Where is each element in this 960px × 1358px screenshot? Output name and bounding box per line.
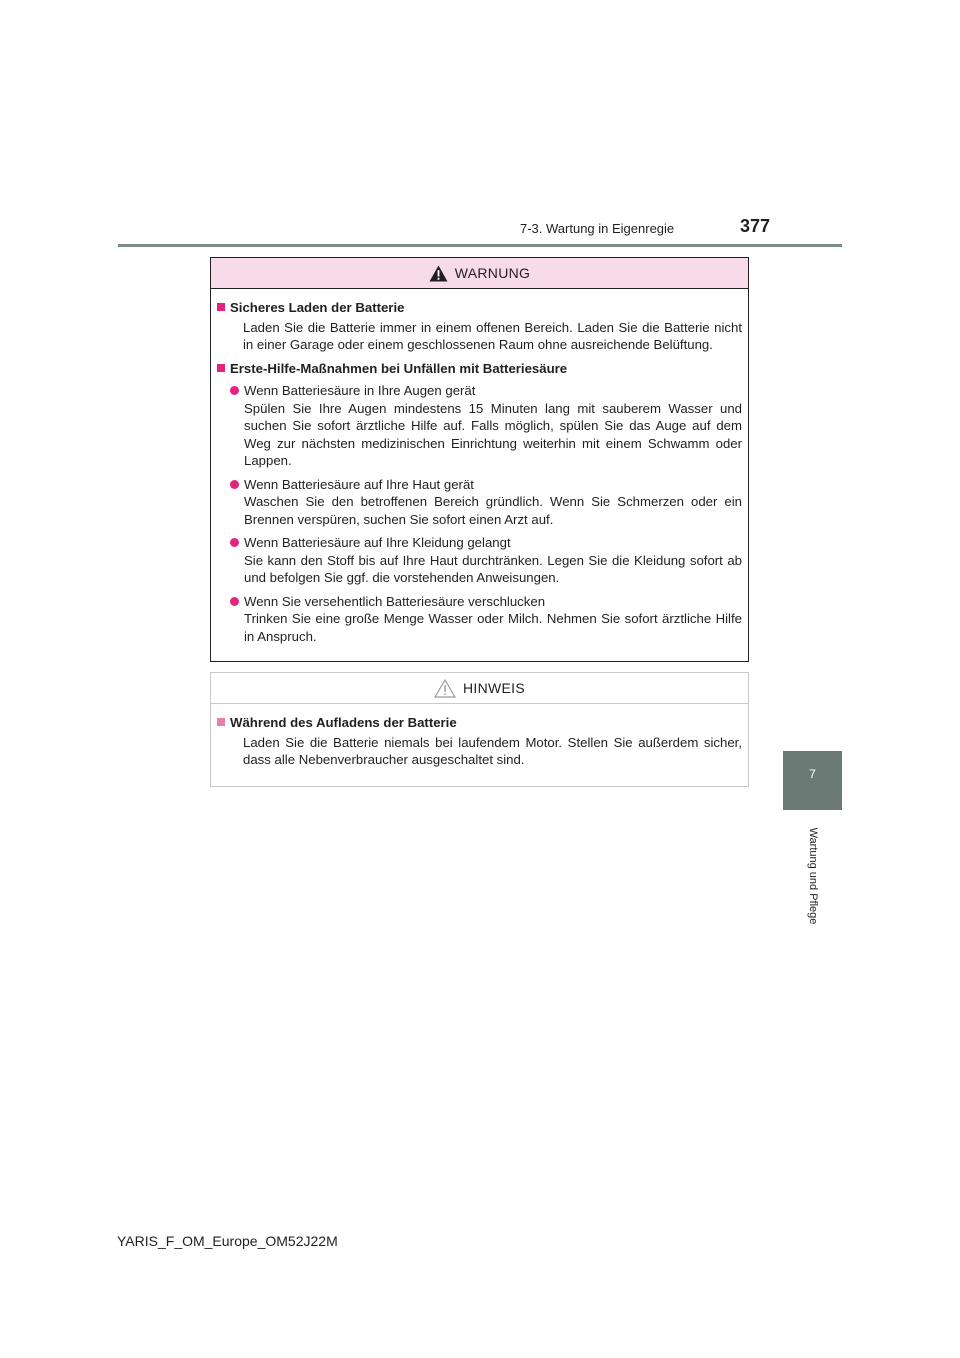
section-title-text: Erste-Hilfe-Maßnahmen bei Unfällen mit Batteriesäure bbox=[230, 360, 568, 376]
caution-triangle-icon bbox=[434, 679, 456, 698]
chapter-label: Wartung und Pflege bbox=[807, 827, 819, 925]
warning-triangle-icon bbox=[429, 265, 448, 282]
item-text: Trinken Sie eine große Menge Wasser oder Milch. Nehmen Sie sofort ärztliche Hilfe in Anspruch. bbox=[244, 611, 742, 644]
list-item bbox=[230, 593, 742, 646]
item-heading: Wenn Batteriesäure auf Ihre Kleidung gelangt bbox=[244, 535, 511, 550]
chapter-tab bbox=[783, 751, 842, 810]
warning-section-charging bbox=[217, 299, 742, 354]
list-item bbox=[230, 476, 742, 529]
section-paragraph: Laden Sie die Batterie niemals bei laufendem Motor. Stellen Sie außerdem sicher, dass alle Nebenverbraucher ausgeschaltet sind. bbox=[243, 734, 742, 767]
section-title bbox=[217, 360, 742, 378]
item-heading: Wenn Sie versehentlich Batteriesäure verschlucken bbox=[244, 593, 546, 609]
item-heading: Wenn Batteriesäure auf Ihre Haut gerät bbox=[244, 476, 474, 492]
notice-title: HINWEIS bbox=[463, 680, 525, 696]
section-paragraph: Laden Sie die Batterie immer in einem offenen Bereich. Laden Sie die Batterie nicht in einer Garage oder einem geschlossenen Raum ohne ausreichende Belüftung. bbox=[243, 319, 742, 352]
square-bullet-icon bbox=[217, 364, 225, 372]
notice-box bbox=[210, 672, 749, 787]
circle-bullet-icon bbox=[230, 597, 239, 606]
section-title-text: Sicheres Laden der Batterie bbox=[230, 300, 405, 315]
list-item bbox=[230, 382, 742, 470]
section-title bbox=[217, 714, 742, 732]
list-item bbox=[230, 534, 742, 587]
warning-header bbox=[211, 258, 748, 289]
item-text: Spülen Sie Ihre Augen mindestens 15 Minuten lang mit sauberem Wasser und suchen Sie sofort ärztliche Hilfe auf. Falls möglich, spülen Sie das Auge auf dem Weg zur nächsten medizinischen Einrichtung weiterhin mit einem Schwamm oder Lappen. bbox=[244, 400, 742, 468]
square-bullet-icon bbox=[217, 303, 225, 311]
square-bullet-icon bbox=[217, 718, 225, 726]
circle-bullet-icon bbox=[230, 386, 239, 395]
section-title-text: Während des Aufladens der Batterie bbox=[230, 715, 457, 730]
header-rule bbox=[118, 244, 842, 247]
notice-section bbox=[217, 714, 742, 769]
warning-body bbox=[211, 289, 748, 645]
notice-header bbox=[211, 673, 748, 704]
circle-bullet-icon bbox=[230, 538, 239, 547]
chapter-number: 7 bbox=[809, 767, 816, 781]
warning-box bbox=[210, 257, 749, 662]
circle-bullet-icon bbox=[230, 480, 239, 489]
page-number: 377 bbox=[740, 216, 771, 236]
warning-title: WARNUNG bbox=[454, 265, 531, 281]
footer-doc-code: YARIS_F_OM_Europe_OM52J22M bbox=[117, 1233, 338, 1249]
notice-body bbox=[211, 704, 748, 769]
section-title bbox=[217, 299, 742, 317]
item-text: Waschen Sie den betroffenen Bereich gründlich. Wenn Sie Schmerzen oder ein Brennen verspüren, suchen Sie sofort einen Arzt auf. bbox=[244, 494, 742, 527]
warning-section-first-aid bbox=[217, 360, 742, 646]
header-section-title: 7-3. Wartung in Eigenregie bbox=[520, 221, 675, 236]
item-text: Sie kann den Stoff bis auf Ihre Haut durchtränken. Legen Sie die Kleidung sofort ab und befolgen Sie ggf. die vorstehenden Anweisungen. bbox=[244, 552, 742, 585]
item-heading: Wenn Batteriesäure in Ihre Augen gerät bbox=[244, 383, 476, 398]
